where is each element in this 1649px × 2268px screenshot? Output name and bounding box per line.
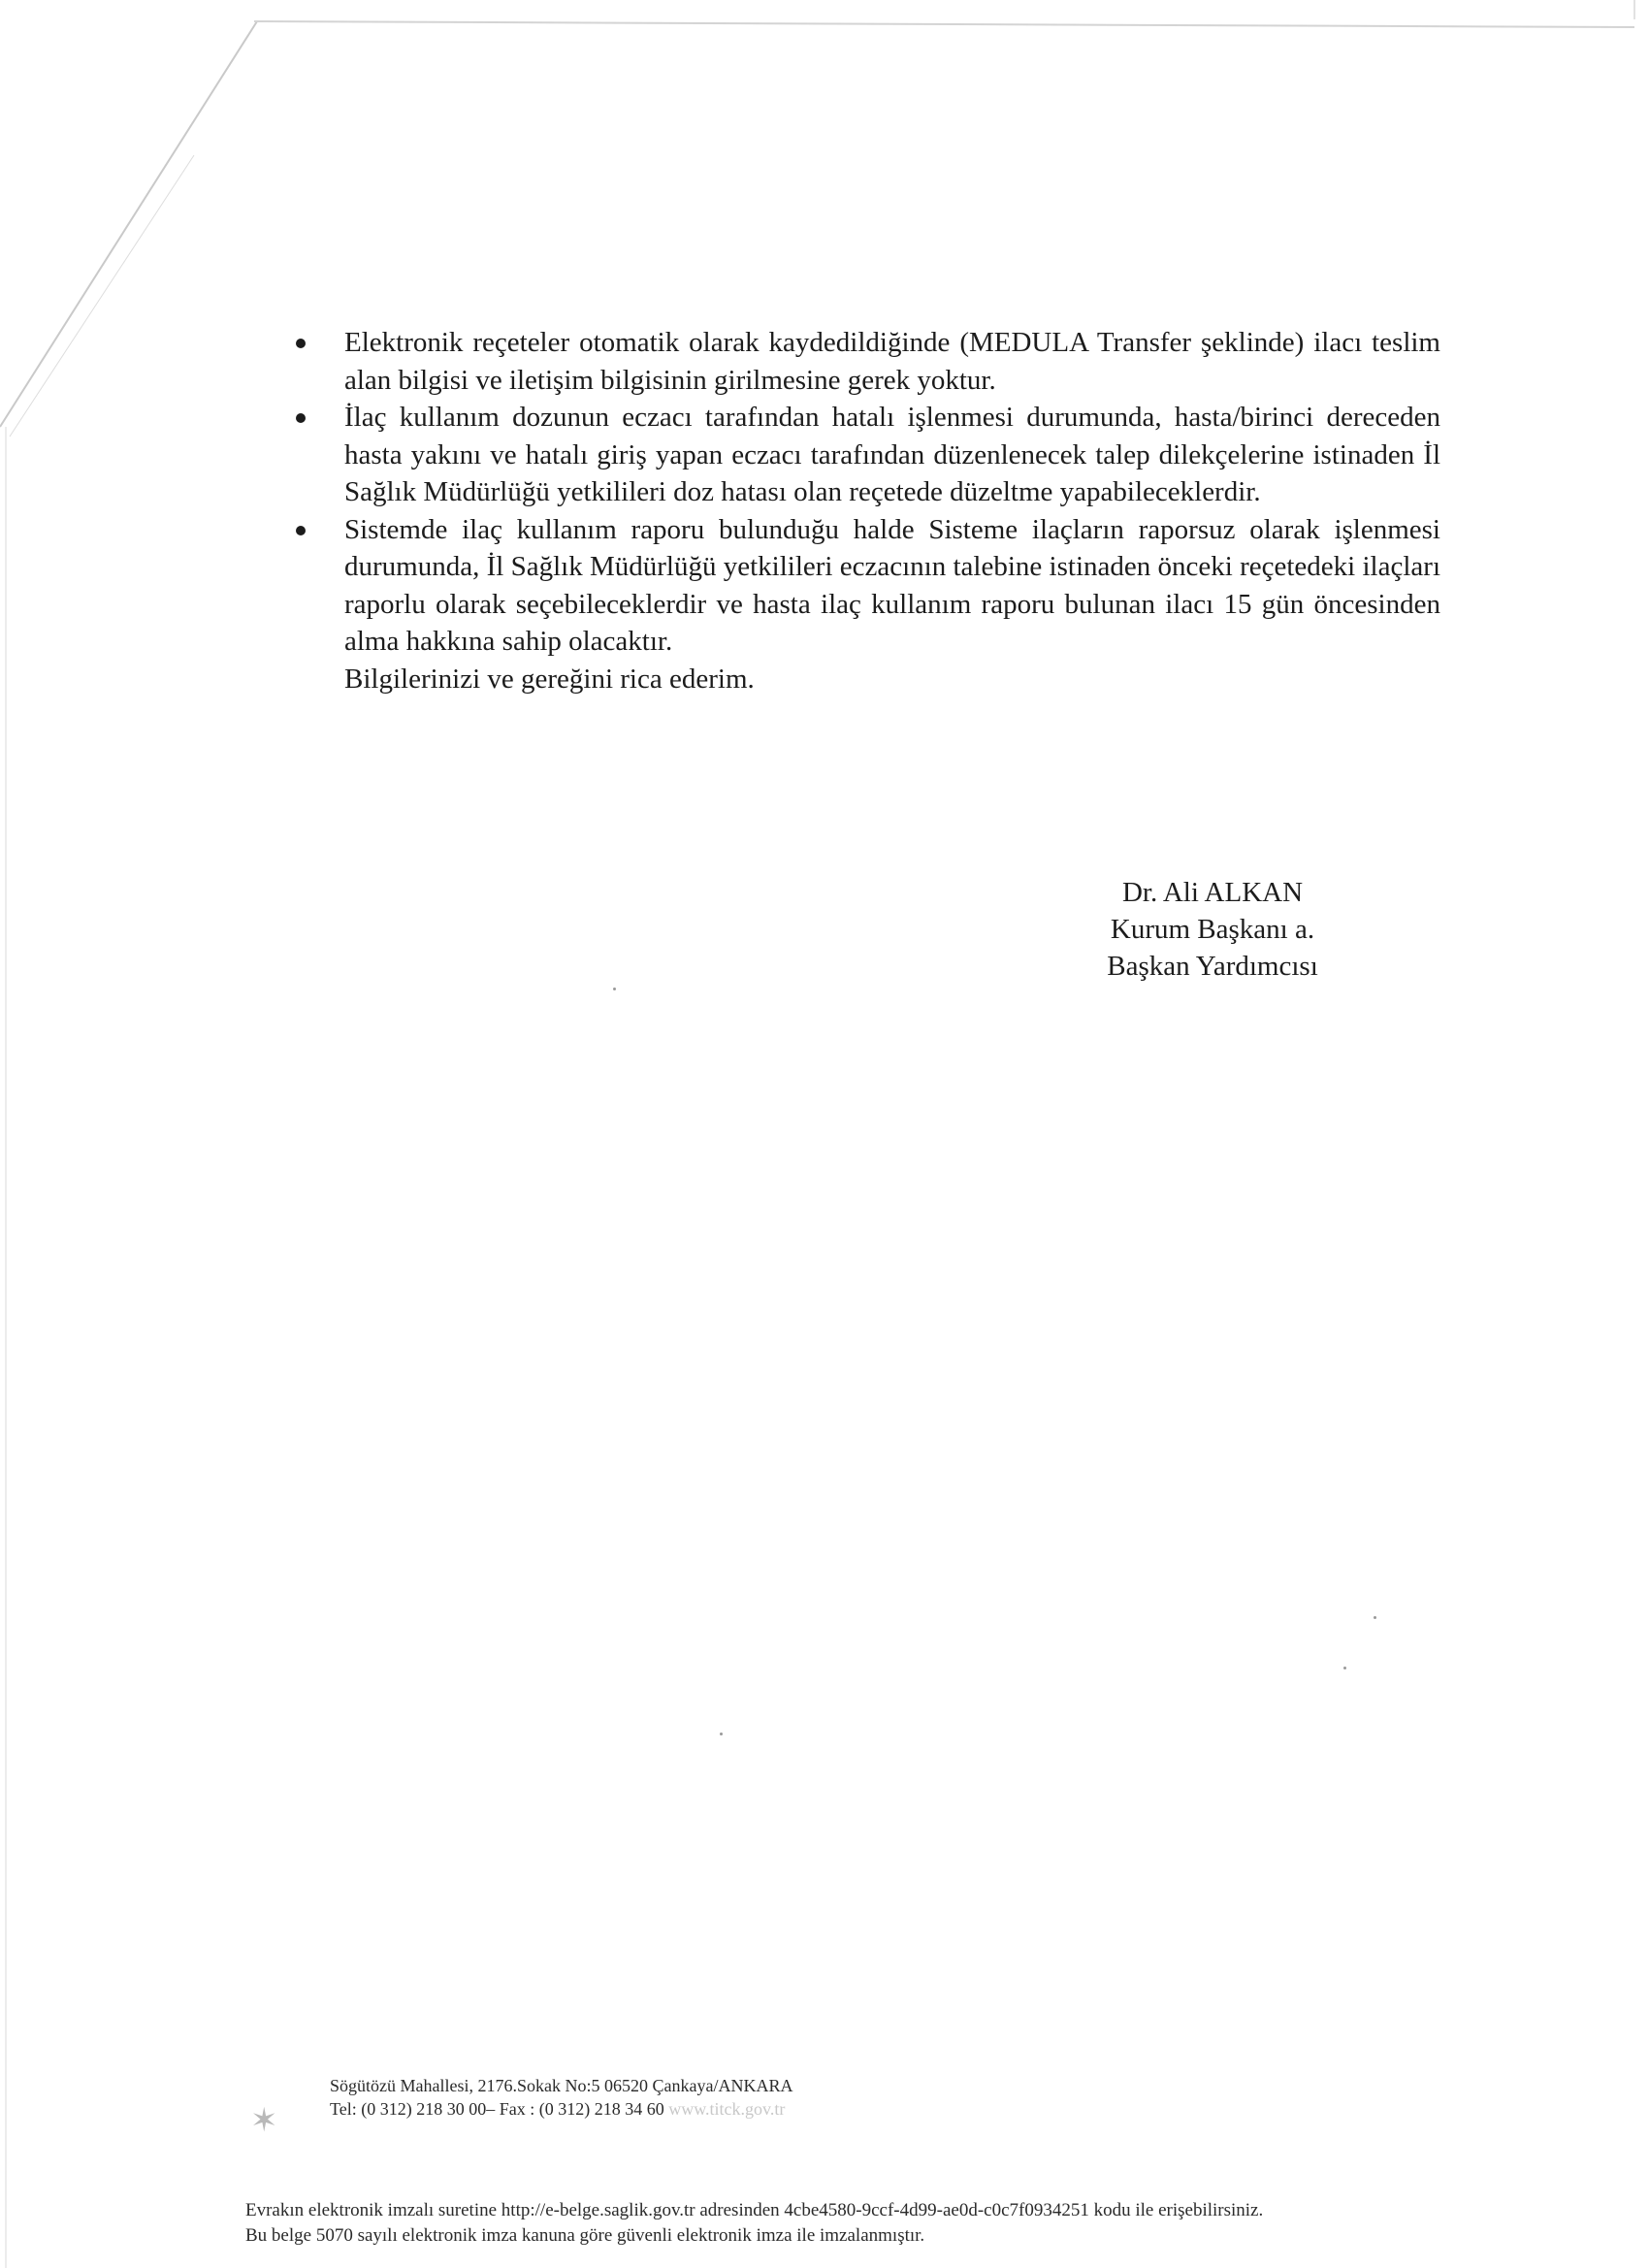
bullet-dot-icon: [296, 339, 306, 348]
bullet-item: [288, 324, 1440, 399]
scan-speck: [1343, 1667, 1346, 1669]
esignature-access-line: Evrakın elektronik imzalı suretine http://e-belge.saglik.gov.tr adresinden 4cbe4580-9ccf-4d99-ae0d-c0c7f0934251 kodu ile erişebilirsiniz.: [245, 2200, 1264, 2220]
scan-speck: [720, 1733, 723, 1735]
footer-phone-fax: Tel: (0 312) 218 30 00– Fax : (0 312) 218 34 60: [330, 2099, 664, 2119]
footer-website[interactable]: www.titck.gov.tr: [668, 2099, 786, 2119]
bullet-item: [288, 399, 1440, 511]
bullet-dot-icon: [296, 413, 306, 423]
scan-speck: [613, 988, 616, 990]
signatory-role: Başkan Yardımcısı: [1107, 951, 1318, 982]
esignature-notice: [245, 2198, 1263, 2249]
esignature-law-line: Bu belge 5070 sayılı elektronik imza kanuna göre güvenli elektronik imza ile imzalanmıştır.: [245, 2225, 925, 2246]
ministry-star-icon: ✶: [250, 2103, 278, 2139]
signatory-name: Dr. Ali ALKAN: [1121, 877, 1304, 908]
footer-address: Sögütözü Mahallesi, 2176.Sokak No:5 06520 Çankaya/ANKARA: [330, 2076, 793, 2095]
bullet-text: Sistemde ilaç kullanım raporu bulunduğu halde Sisteme ilaçların raporsuz olarak işlenmesi durumunda, İl Sağlık Müdürlüğü yetkilileri eczacının talebine istinaden önceki reçetedeki ilaçları raporlu olarak seçebileceklerdir ve hasta ilaç kullanım raporu bulunan ilacı 15 gün öncesinden alma hakkına sahip olacaktır.: [344, 513, 1440, 657]
footer-address-block: [330, 2074, 792, 2121]
bullet-text: Elektronik reçeteler otomatik olarak kaydedildiğinde (MEDULA Transfer şeklinde) ilacı teslim alan bilgisi ve iletişim bilgisinin girilmesine gerek yoktur.: [344, 327, 1440, 396]
bullet-item: [288, 511, 1440, 661]
signature-block: [1067, 874, 1358, 985]
bullet-dot-icon: [296, 526, 306, 535]
footer-contact-line: [330, 2097, 792, 2121]
closing-sentence: Bilgilerinizi ve gereğini rica ederim.: [344, 663, 755, 695]
bullet-text: İlaç kullanım dozunun eczacı tarafından hatalı işlenmesi durumunda, hasta/birinci dereceden hasta yakını ve hatalı giriş yapan eczacı tarafından düzenlenecek talep dilekçelerine istinaden İl Sağlık Müdürlüğü yetkilileri doz hatası olan reçetede düzeltme yapabileceklerdir.: [344, 402, 1440, 507]
bullet-list: [288, 324, 1440, 661]
signatory-title: Kurum Başkanı a.: [1110, 914, 1315, 945]
scan-speck: [1374, 1616, 1376, 1619]
letter-body: [288, 324, 1440, 697]
